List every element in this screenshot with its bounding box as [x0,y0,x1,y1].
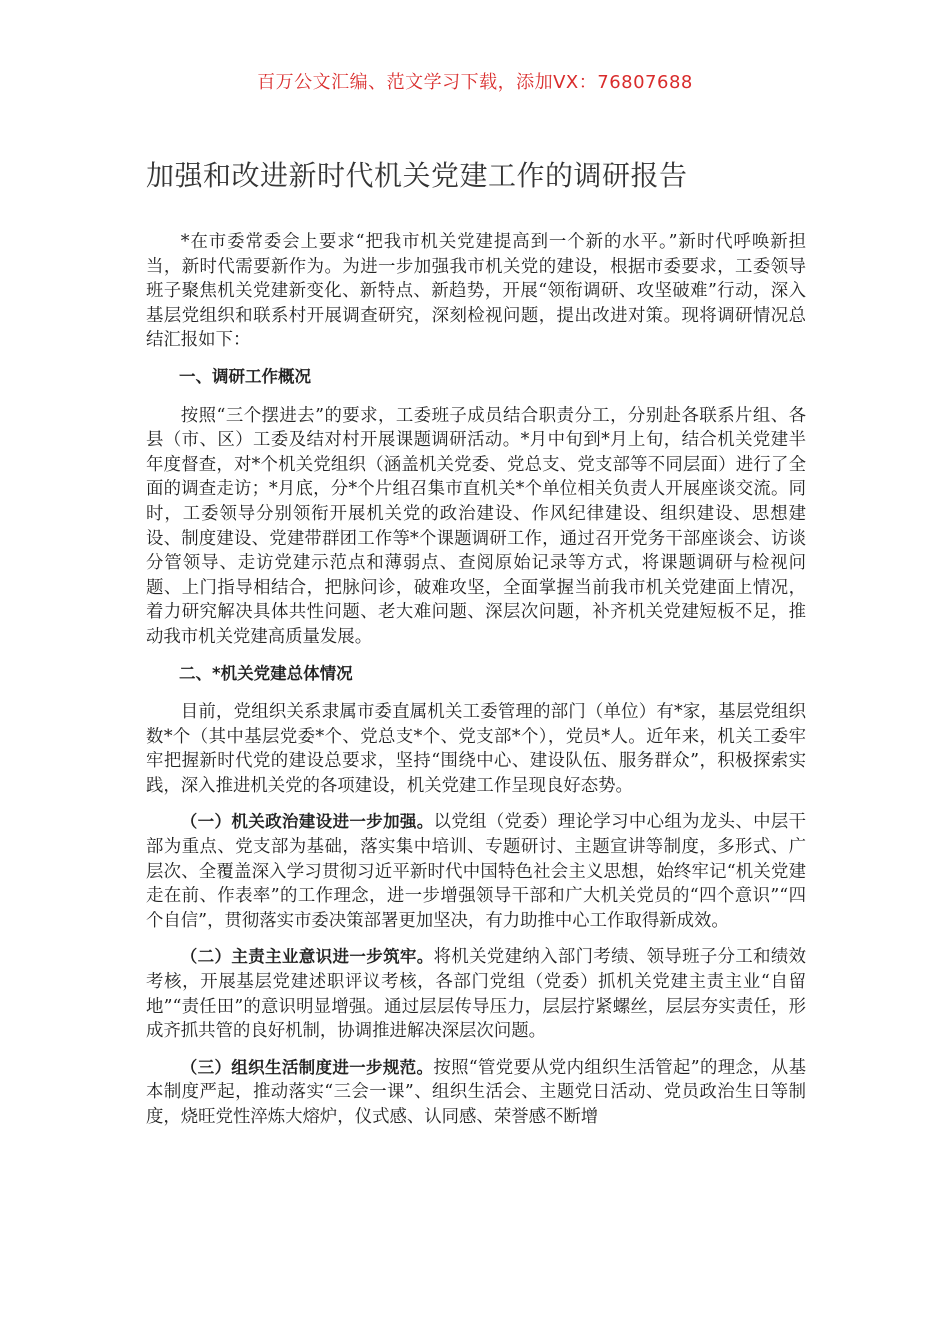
intro-paragraph: *在市委常委会上要求“把我市机关党建提高到一个新的水平。”新时代呼唤新担当，新时代需要新作为。为进一步加强我市机关党的建设，根据市委要求，工委领导班子聚焦机关党建新变化、新特点、新趋势，开展“领衔调研、攻坚破难”行动，深入基层党组织和联系村开展调查研究，深刻检视问题，提出改进对策。现将调研情况总结汇报如下： [146,232,806,351]
promo-banner: 百万公文汇编、范文学习下载，添加VX：76807688 [257,72,693,93]
section-2-paragraph: 目前，党组织关系隶属市委直属机关工委管理的部门（单位）有*家，基层党组织数*个（其中基层党委*个、党总支*个、党支部*个），党员*人。近年来，机关工委牢牢把握新时代党的建设总要求，坚持“围绕中心、建设队伍、服务群众”，积极探索实践，深入推进机关党的各项建设，机关党建工作呈现良好态势。 [146,702,806,796]
section-heading-2: 二、*机关党建总体情况 [179,663,353,683]
section-1-paragraph: 按照“三个摆进去”的要求，工委班子成员结合职责分工，分别赴各联系片组、各县（市、区）工委及结对村开展课题调研活动。*月中旬到*月上旬，结合机关党建半年度督查，对*个机关党组织（涵盖机关党委、党总支、党支部等不同层面）进行了全面的调查走访；*月底，分*个片组召集市直机关*个单位相关负责人开展座谈交流。同时，工委领导分别领衔开展机关党的政治建设、作风纪律建设、组织建设、思想建设、制度建设、党建带群团工作等*个课题调研工作，通过召开党务干部座谈会、访谈分管领导、走访党建示范点和薄弱点、查阅原始记录等方式，将课题调研与检视问题、上门指导相结合，把脉问诊，破难攻坚，全面掌握当前我市机关党建面上情况，着力研究解决具体共性问题、老大难问题、深层次问题，补齐机关党建短板不足，推动我市机关党建高质量发展。 [146,405,806,647]
point-3-text: 按照“管党要从党内组织生活管起”的理念，从基本制度严起，推动落实“三会一课”、组织生活会、主题党日活动、党员政治生日等制度，烧旺党性淬炼大熔炉，仪式感、认同感、荣誉感不断增 [146,1057,806,1127]
page-title: 加强和改进新时代机关党建工作的调研报告 [146,159,688,192]
section-heading-1: 一、调研工作概况 [179,366,311,386]
point-2-paragraph [146,945,806,1043]
document-body [146,230,806,1142]
point-1-paragraph [146,810,806,933]
point-2-text: 将机关党建纳入部门考绩、领导班子分工和绩效考核，开展基层党建述职评议考核，各部门党组（党委）抓机关党建主责主业“自留地”“责任田”的意识明显增强。通过层层传导压力，层层拧紧螺丝，层层夯实责任，形成齐抓共管的良好机制，协调推进解决深层次问题。 [146,947,806,1042]
point-2-lead: （二）主责主业意识进一步筑牢。 [180,947,434,967]
point-1-text: 以党组（党委）理论学习中心组为龙头、中层干部为重点、党支部为基础，落实集中培训、专题研讨、主题宣讲等制度，多形式、广层次、全覆盖深入学习贯彻习近平新时代中国特色社会主义思想，始终牢记“机关党建走在前、作表率”的工作理念，进一步增强领导干部和广大机关党员的“四个意识”“四个自信”，贯彻落实市委决策部署更加坚决，有力助推中心工作取得新成效。 [146,812,806,931]
point-3-lead: （三）组织生活制度进一步规范。 [180,1057,434,1077]
point-3-paragraph [146,1056,806,1130]
point-1-lead: （一）机关政治建设进一步加强。 [180,812,434,832]
